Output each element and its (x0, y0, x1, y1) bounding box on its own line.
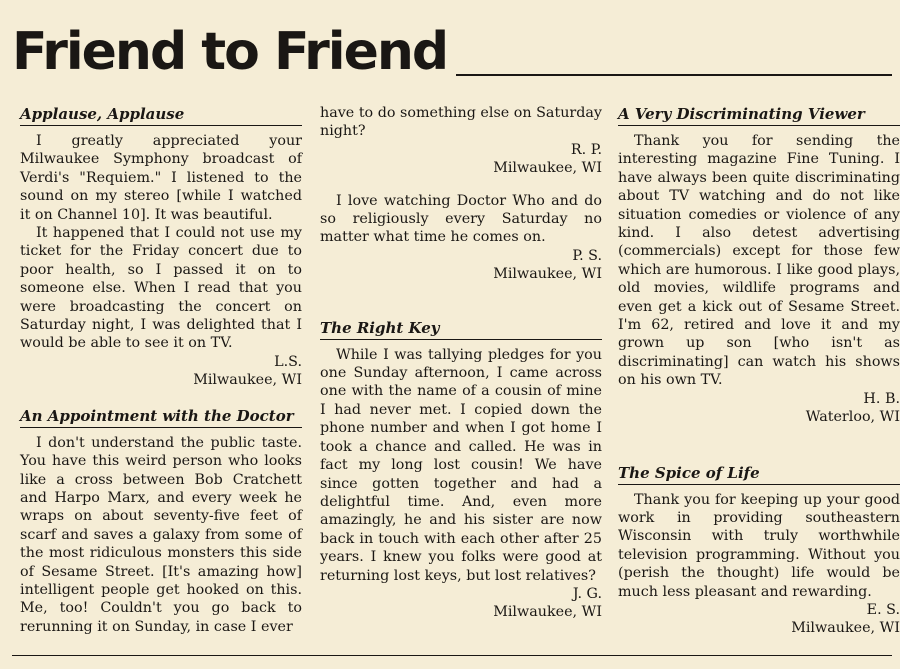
letter-appointment (20, 406, 302, 636)
column-3 (618, 104, 900, 638)
letter-paragraph: It happened that I could not use my ticket for the Friday concert due to poor health, so I passed it on to someone else. When I read that you were broadcasting the concert on Saturday night, I was delighted that I would be able to see it on TV. (20, 225, 302, 352)
letter-city: Waterloo, WI (805, 409, 900, 426)
letter-right-key (320, 318, 602, 622)
letter-applause (20, 104, 302, 390)
letter-initials: P. S. (572, 247, 602, 264)
letter-initials: E. S. (866, 601, 900, 618)
letter-continuation (320, 104, 602, 178)
letter-paragraph: While I was tallying pledges for you one Sunday afternoon, I came across one with the name of a cousin of mine I had never met. I copied down the phone number and when I got home I took a chance and called. He was in fact my long lost cousin! We have since gotten together and had a delightful time. And, even more amazingly, he and his sister are now back in touch with each other after 25 years. I knew you folks were good at returning lost keys, but lost relatives? (320, 346, 602, 584)
page-title: Friend to Friend (12, 22, 448, 82)
letter-initials: L.S. (274, 353, 302, 370)
letter-heading: The Right Key (320, 318, 602, 340)
letter-city: Milwaukee, WI (493, 160, 602, 177)
letter-city: Milwaukee, WI (493, 604, 602, 621)
letter-paragraph: Thank you for keeping up your good work in providing southeastern Wisconsin with truly worthwhile television programming. Without you (perish the thought) life would be much less pleasant and rewarding. (618, 491, 900, 600)
title-row (12, 20, 892, 90)
letter-spice-of-life (618, 463, 900, 638)
letter-discriminating-viewer (618, 104, 900, 427)
title-rule (456, 74, 892, 76)
column-1 (20, 104, 302, 636)
letter-paragraph: I love watching Doctor Who and do so religiously every Saturday no matter what time he comes on. (320, 192, 602, 246)
letter-city: Milwaukee, WI (791, 620, 900, 637)
letter-paragraph: have to do something else on Saturday night? (320, 105, 603, 140)
column-2 (320, 104, 602, 622)
letter-doctor-who (320, 192, 602, 284)
bottom-rule (12, 655, 892, 656)
letter-heading: An Appointment with the Doctor (20, 406, 302, 428)
letter-paragraph: I don't understand the public taste. You have this weird person who looks like a cross between Bob Cratchett and Harpo Marx, and every week he wraps on about seventy-five feet of scarf and saves a galaxy from some of the most ridiculous monsters this side of Sesame Street. [It's amazing how] intelligent people get hooked on this. Me, too! Couldn't you go back to rerunning it on Sunday, in case I ever (20, 434, 302, 635)
letter-heading: Applause, Applause (20, 104, 302, 126)
letter-heading: A Very Discriminating Viewer (618, 104, 900, 126)
letter-initials: J. G. (572, 585, 602, 602)
letter-paragraph: Thank you for sending the interesting magazine Fine Tuning. I have always been quite discriminating about TV watching and do not like situation comedies or violence of any kind. I also detest advertising (commercials) except for those few which are humorous. I like good plays, old movies, wildlife programs and even get a kick out of Sesame Street. I'm 62, retired and love it and my grown up son [who isn't as discriminating] can watch his shows on his own TV. (618, 133, 900, 389)
letter-city: Milwaukee, WI (493, 266, 602, 283)
letter-city: Milwaukee, WI (193, 372, 302, 389)
letter-initials: H. B. (863, 390, 900, 407)
letter-heading: The Spice of Life (618, 463, 900, 485)
letter-paragraph: I greatly appreciated your Milwaukee Symphony broadcast of Verdi's "Requiem." I listened to the sound on my stereo [while I watched it on Channel 10]. It was beautiful. (20, 133, 302, 223)
letter-initials: R. P. (570, 141, 602, 158)
